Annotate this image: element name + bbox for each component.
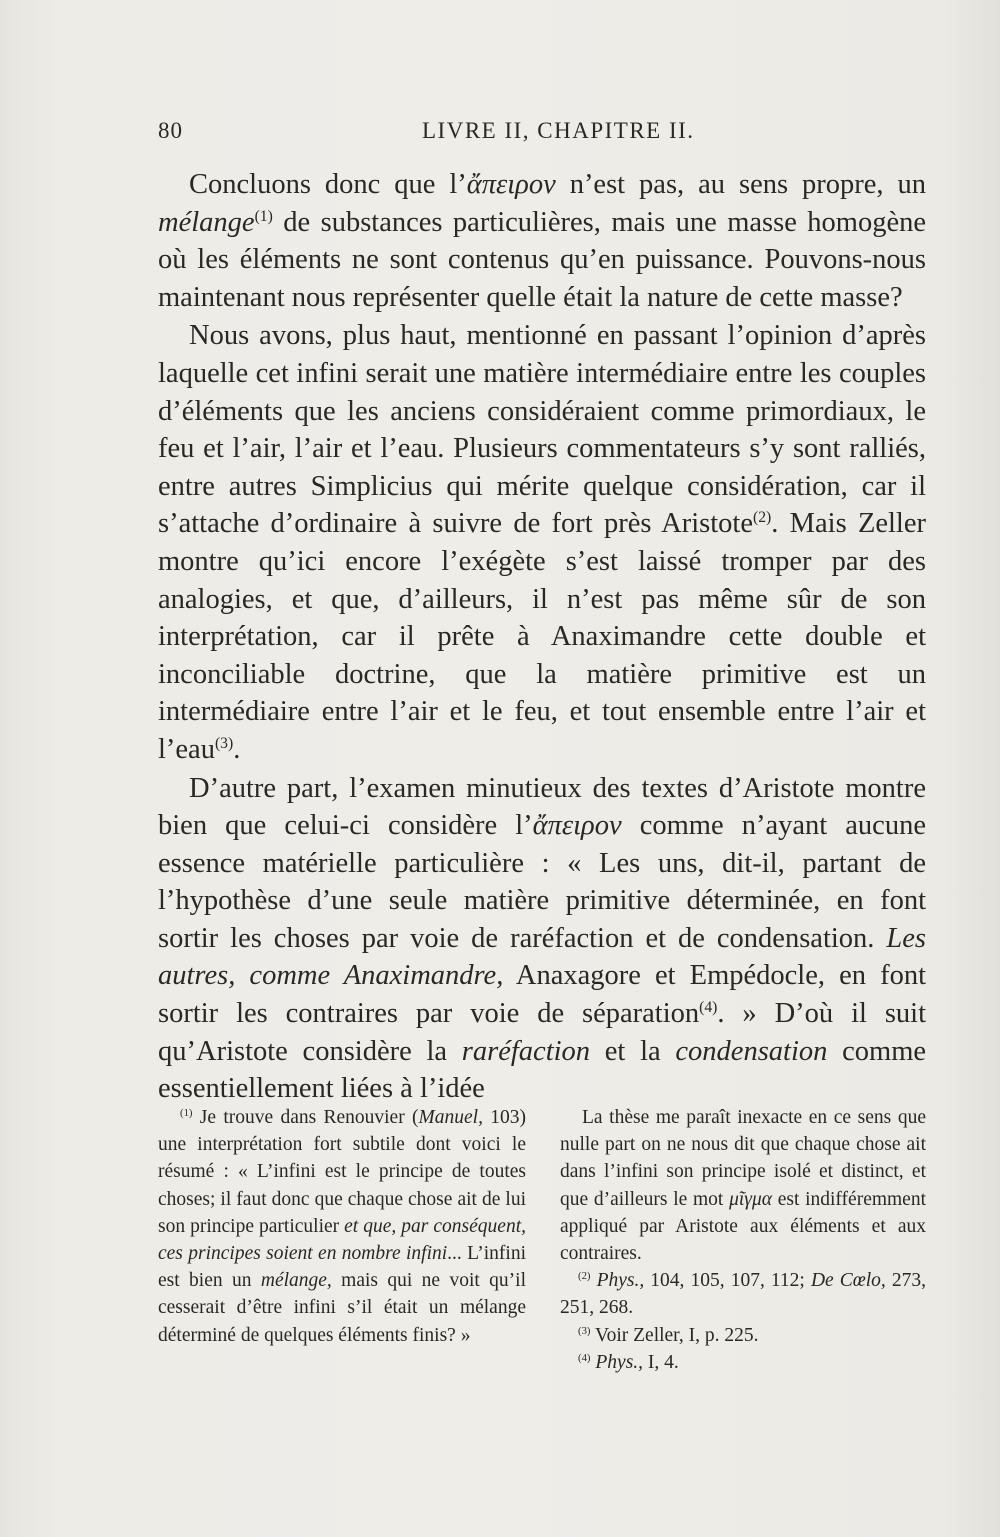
text: comme n’ayant aucune essence matérielle particulière : « Les uns, dit-il, partant de l’hypothèse d’une seule matière primitive déterminée, en font sortir les choses par voie de raréfaction et de condensation. <box>158 810 926 954</box>
text: 103) une interprétation fort subtile dont voici le résumé : « L’infini est le principe de toutes choses; il faut donc que chaque chose ait de lui son principe particulier <box>158 1107 526 1237</box>
text: . Mais Zeller montre qu’ici encore l’exégète s’est laissé tromper par des analogies, et que, d’ailleurs, il n’est pas même sûr de son interprétation, car il prête à Anaximandre cette double et inconciliable doctrine, que la matière primitive est un intermédiaire entre l’air et le feu, et tout ensemble entre l’air et l’eau <box>158 508 926 765</box>
footnote-3 <box>560 1322 926 1349</box>
emphasis: Phys., <box>596 1270 645 1292</box>
text: Voir Zeller, I, p. 225. <box>590 1324 759 1346</box>
text: La thèse me paraît inexacte en ce sens que nulle part on ne nous dit que chaque chose ait dans l’infini son principe isolé et distinct, et que d’ailleurs le mot <box>560 1107 926 1210</box>
footnotes-left-column <box>158 1104 526 1349</box>
text: Concluons donc que l’ <box>189 169 467 200</box>
emphasis: condensation <box>675 1035 828 1067</box>
text: comme essentiellement liées à l’idée <box>158 1035 927 1105</box>
text: Nous avons, plus haut, mentionné en passant l’opinion d’après laquelle cet infini serait une matière intermédiaire entre les couples d’éléments que les anciens considéraient comme primordiaux, le feu et l’air, l’air et l’eau. Plusieurs commentateurs s’y sont ralliés, entre autres Simplicius qui mérite quelque considération, car il s’attache d’ordinaire à suivre de fort près Aristote <box>158 320 926 540</box>
text: . » D’où il suit qu’Aristote considère la <box>158 998 926 1067</box>
emphasis: et que, par conséquent, ces principes soient en nombre infini <box>158 1215 526 1265</box>
text: 273, 251, 268. <box>560 1270 927 1319</box>
footnote-number: (1) <box>180 1107 193 1120</box>
running-title: LIVRE II, CHAPITRE II. <box>422 118 695 143</box>
greek-term: μῖγμα <box>729 1188 772 1210</box>
emphasis: Phys., <box>595 1351 644 1373</box>
emphasis: mélange <box>158 206 255 238</box>
footnotes-right-column <box>560 1104 926 1376</box>
emphasis: Les autres, comme Anaximandre, <box>158 922 926 992</box>
footnote-ref[interactable]: (2) <box>752 509 772 527</box>
text: I, 4. <box>643 1351 679 1373</box>
text: Anaxagore et Empédocle, en font sortir les contraires par voie de séparation <box>158 960 926 1030</box>
footnote-4 <box>560 1349 926 1376</box>
footnote-number: (3) <box>578 1324 591 1337</box>
text: ... L’infini est bien un <box>158 1243 526 1292</box>
main-text <box>158 166 926 1108</box>
text: Je trouve dans Renouvier ( <box>192 1107 419 1128</box>
text: n’est pas, au sens propre, un <box>555 169 926 200</box>
paragraph-1 <box>158 166 926 316</box>
footnote-1-continued <box>560 1104 926 1267</box>
text: mais qui ne voit qu’il cesserait d’être infini s’il était un mélange déterminé de quelques éléments finis? » <box>158 1270 526 1346</box>
footnote-ref[interactable]: (1) <box>254 207 273 225</box>
footnote-number: (4) <box>578 1351 591 1364</box>
text: . <box>233 733 241 765</box>
greek-term: ἄπειρον <box>532 810 622 842</box>
running-header <box>158 118 926 148</box>
footnote-1 <box>158 1104 526 1349</box>
footnote-ref[interactable]: (4) <box>699 998 718 1016</box>
emphasis: raréfaction <box>461 1035 591 1067</box>
text: et la <box>590 1035 676 1067</box>
paragraph-2 <box>158 317 926 768</box>
emphasis: mélange, <box>260 1270 332 1292</box>
footnote-number: (2) <box>578 1270 591 1283</box>
footnote-2 <box>560 1267 926 1321</box>
greek-term: ἄπειρον <box>466 169 556 200</box>
text: de substances particulières, mais une masse homogène où les éléments ne sont contenus qu’en puissance. Pouvons-nous maintenant nous représenter quelle était la nature de cette masse? <box>158 206 926 313</box>
footnote-ref[interactable]: (3) <box>214 734 234 752</box>
text: D’autre part, l’examen minutieux des textes d’Aristote montre bien que celui-ci considère l’ <box>158 772 926 842</box>
text: est indifféremment appliqué par Aristote aux éléments et aux contraires. <box>560 1188 927 1265</box>
emphasis: De Cœlo, <box>810 1270 886 1292</box>
page-number: 80 <box>158 118 183 143</box>
paragraph-3 <box>158 770 926 1108</box>
emphasis: Manuel, <box>418 1107 483 1128</box>
text: 104, 105, 107, 112; <box>644 1270 811 1292</box>
